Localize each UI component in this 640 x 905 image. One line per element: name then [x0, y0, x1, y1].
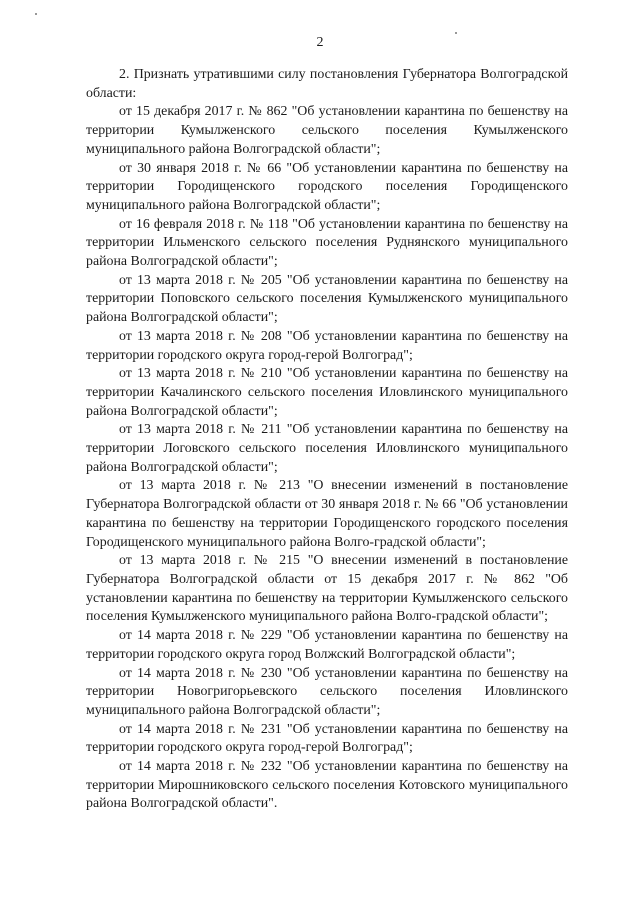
- paragraph-decree-118: от 16 февраля 2018 г. № 118 "Об установлении карантина по бешенству на территории Ильменского сельского поселения Руднянского муниципального района Волгоградской области";: [86, 216, 568, 270]
- paragraph-decree-229: от 14 марта 2018 г. № 229 "Об установлении карантина по бешенству на территории городского округа город Волжский Волгоградской области";: [86, 628, 568, 662]
- document-body: [86, 66, 568, 814]
- paragraph-decree-66: от 30 января 2018 г. № 66 "Об установлении карантина по бешенству на территории Городищенского городского поселения Городищенского муниципального района Волгоградской области";: [86, 160, 568, 213]
- paragraph-decree-231: от 14 марта 2018 г. № 231 "Об установлении карантина по бешенству на территории городского округа город-герой Волгоград";: [86, 721, 568, 756]
- page-number: 2: [316, 35, 324, 50]
- paragraph-decree-210: от 13 марта 2018 г. № 210 "Об установлении карантина по бешенству на территории Качалинского сельского поселения Иловлинского муниципального района Волгоградской области";: [86, 366, 568, 419]
- paragraph-decree-230: от 14 марта 2018 г. № 230 "Об установлении карантина по бешенству на территории Новогригорьевского сельского поселения Иловлинского муниципального района Волгоградской области";: [86, 665, 568, 718]
- paragraph-decree-211: от 13 марта 2018 г. № 211 "Об установлении карантина по бешенству на территории Логовского сельского поселения Иловлинского муниципального района Волгоградской области";: [86, 422, 568, 475]
- scan-speck: [455, 32, 457, 34]
- paragraph-decree-213: от 13 марта 2018 г. № 213 "О внесении изменений в постановление Губернатора Волгоградской области от 30 января 2018 г. № 66 "Об установлении карантина по бешенству на территории Городищенского городского поселения Городищенского муниципального района Волго-градской области";: [86, 478, 568, 550]
- paragraph-decree-862: от 15 декабря 2017 г. № 862 "Об установлении карантина по бешенству на территории Кумылженского сельского поселения Кумылженского муниципального района Волгоградской области";: [86, 104, 568, 157]
- scan-speck: [35, 13, 37, 15]
- paragraph-repeal-intro: 2. Признать утратившими силу постановления Губернатора Волгоградской области:: [86, 67, 568, 101]
- paragraph-decree-205: от 13 марта 2018 г. № 205 "Об установлении карантина по бешенству на территории Поповского сельского поселения Кумылженского муниципального района Волгоградской области";: [86, 272, 568, 326]
- paragraph-decree-208: от 13 марта 2018 г. № 208 "Об установлении карантина по бешенству на территории городского округа город-герой Волгоград";: [86, 328, 568, 363]
- paragraph-decree-232: от 14 марта 2018 г. № 232 "Об установлении карантина по бешенству на территории Мирошниковского сельского поселения Котовского муниципального района Волгоградской области".: [86, 759, 568, 812]
- paragraph-decree-215: от 13 марта 2018 г. № 215 "О внесении изменений в постановление Губернатора Волгоградской области от 15 декабря 2017 г. № 862 "Об установлении карантина по бешенству на территории Кумылженского сельского поселения Кумылженского муниципального района Волго-градской области";: [86, 553, 568, 625]
